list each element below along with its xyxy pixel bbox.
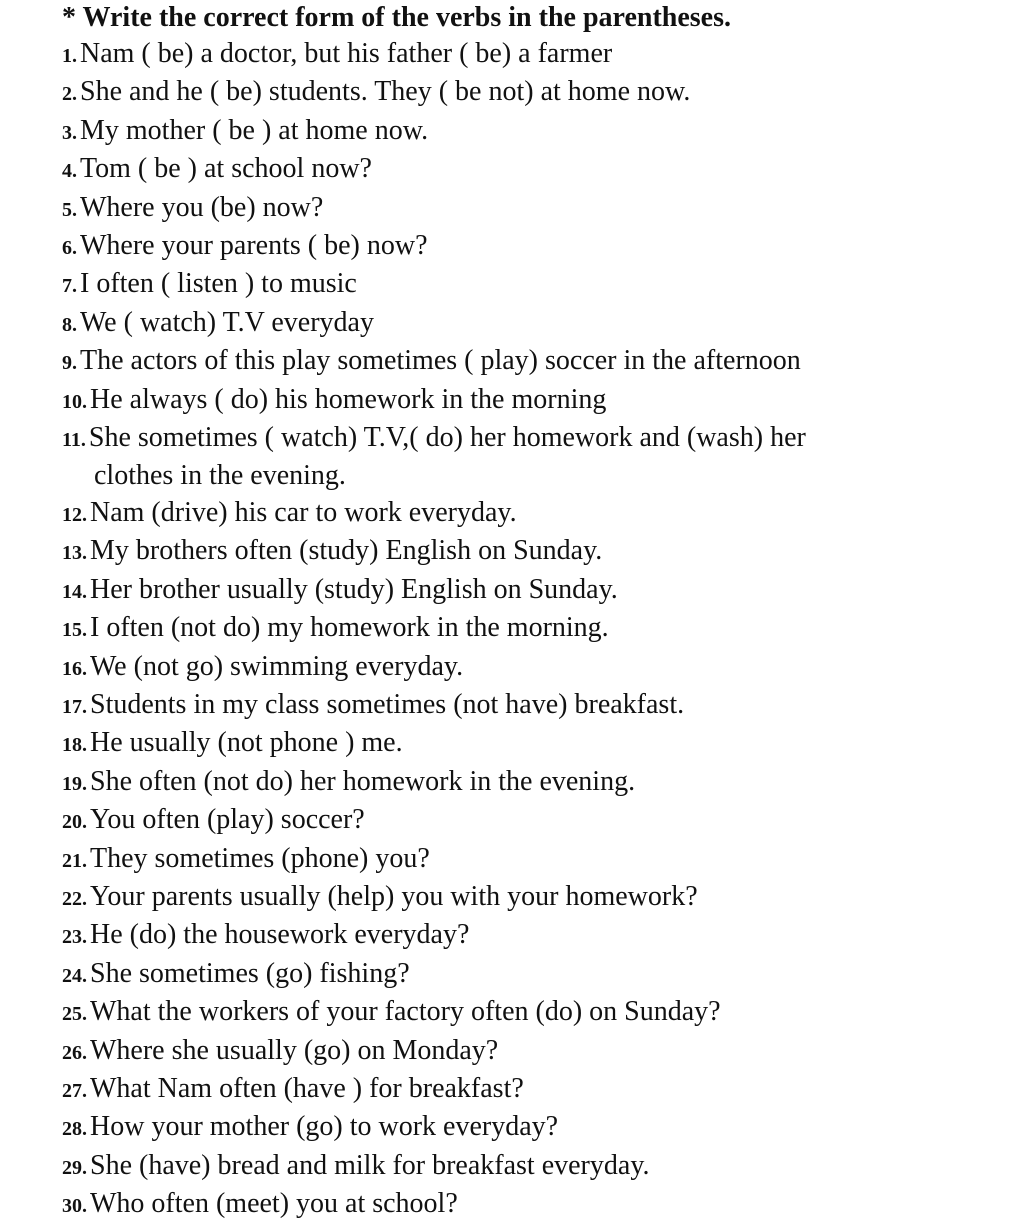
exercise-sentence: My brothers often (study) English on Sunday. — [90, 535, 603, 567]
exercise-item — [62, 1071, 1002, 1109]
exercise-list — [62, 36, 1002, 1225]
exercise-sentence: Nam ( be) a doctor, but his father ( be) a farmer — [80, 38, 613, 69]
exercise-number: 15. — [62, 619, 87, 642]
exercise-item — [62, 572, 1002, 610]
exercise-sentence: Your parents usually (help) you with your homework? — [90, 880, 698, 912]
exercise-sentence: Where she usually (go) on Monday? — [90, 1034, 499, 1066]
exercise-item — [62, 994, 1002, 1032]
exercise-sentence: She sometimes ( watch) T.V,( do) her homework and (wash) her — [88, 422, 806, 454]
exercise-number: 4. — [62, 160, 77, 183]
exercise-number: 12. — [62, 503, 87, 526]
exercise-number: 29. — [62, 1156, 87, 1179]
exercise-number: 21. — [62, 849, 87, 872]
exercise-sentence: How your mother (go) to work everyday? — [90, 1111, 559, 1143]
exercise-sentence: Her brother usually (study) English on Sunday. — [90, 573, 618, 605]
exercise-sentence: She (have) bread and milk for breakfast everyday. — [90, 1149, 650, 1181]
exercise-sentence: What Nam often (have ) for breakfast? — [90, 1072, 524, 1104]
exercise-item — [62, 764, 1002, 802]
worksheet-heading: * Write the correct form of the verbs in the parentheses. — [62, 2, 731, 33]
exercise-sentence: Tom ( be ) at school now? — [80, 153, 372, 185]
exercise-sentence: What the workers of your factory often (do) on Sunday? — [90, 996, 721, 1028]
exercise-number: 24. — [62, 964, 87, 987]
exercise-number: 2. — [62, 83, 77, 106]
exercise-number: 30. — [62, 1195, 87, 1218]
exercise-sentence: Where your parents ( be) now? — [80, 230, 428, 262]
exercise-sentence: The actors of this play sometimes ( play) soccer in the afternoon — [80, 345, 801, 377]
exercise-number: 5. — [62, 198, 77, 221]
exercise-item — [62, 495, 1002, 533]
exercise-number: 13. — [62, 542, 87, 565]
exercise-number: 9. — [62, 352, 77, 375]
exercise-item — [62, 305, 1002, 343]
exercise-sentence: They sometimes (phone) you? — [90, 842, 430, 874]
exercise-item — [62, 113, 1002, 151]
exercise-number: 17. — [62, 695, 87, 718]
exercise-sentence: We (not go) swimming everyday. — [90, 650, 464, 682]
exercise-item — [62, 1109, 1002, 1147]
exercise-item — [62, 1186, 1002, 1224]
exercise-item — [62, 649, 1002, 687]
exercise-sentence: My mother ( be ) at home now. — [80, 114, 429, 146]
exercise-item — [62, 382, 1002, 420]
exercise-item — [62, 879, 1002, 917]
exercise-sentence-continuation: clothes in the evening. — [94, 460, 346, 492]
exercise-item — [62, 917, 1002, 955]
exercise-number: 26. — [62, 1041, 87, 1064]
exercise-sentence: He (do) the housework everyday? — [90, 919, 470, 951]
exercise-sentence: I often ( listen ) to music — [80, 268, 357, 300]
exercise-item — [62, 725, 1002, 763]
exercise-number: 3. — [62, 121, 77, 144]
exercise-item — [62, 1148, 1002, 1186]
exercise-item — [62, 228, 1002, 266]
exercise-item — [62, 266, 1002, 304]
exercise-sentence: Where you (be) now? — [80, 191, 324, 223]
exercise-number: 23. — [62, 926, 87, 949]
exercise-sentence: He usually (not phone ) me. — [90, 727, 403, 759]
exercise-item — [62, 687, 1002, 725]
exercise-number: 27. — [62, 1079, 87, 1102]
exercise-sentence: She and he ( be) students. They ( be not) at home now. — [80, 76, 691, 108]
exercise-sentence: Nam (drive) his car to work everyday. — [90, 496, 517, 528]
exercise-item — [62, 151, 1002, 189]
exercise-sentence: I often (not do) my homework in the morning. — [90, 612, 609, 644]
exercise-number: 18. — [62, 734, 87, 757]
exercise-item — [62, 74, 1002, 112]
exercise-number: 19. — [62, 772, 87, 795]
exercise-number: 7. — [62, 275, 77, 298]
exercise-sentence: You often (play) soccer? — [90, 804, 365, 836]
exercise-item — [62, 1033, 1002, 1071]
exercise-number: 16. — [62, 657, 87, 680]
exercise-sentence: He always ( do) his homework in the morning — [90, 383, 607, 415]
exercise-number: 28. — [62, 1118, 87, 1141]
exercise-item — [62, 802, 1002, 840]
exercise-number: 6. — [62, 237, 77, 260]
exercise-sentence: We ( watch) T.V everyday — [80, 306, 374, 338]
exercise-sentence: She sometimes (go) fishing? — [90, 957, 410, 989]
exercise-sentence: Who often (meet) you at school? — [90, 1188, 458, 1220]
exercise-sentence: She often (not do) her homework in the evening. — [90, 765, 636, 797]
exercise-item — [62, 343, 1002, 381]
exercise-item — [62, 190, 1002, 228]
exercise-item — [62, 533, 1002, 571]
exercise-sentence: Students in my class sometimes (not have) breakfast. — [90, 688, 685, 720]
exercise-number: 20. — [62, 811, 87, 834]
exercise-item — [62, 420, 1002, 495]
exercise-item — [62, 36, 1002, 74]
exercise-number: 8. — [62, 313, 77, 336]
exercise-number: 25. — [62, 1003, 87, 1026]
exercise-number: 10. — [62, 390, 87, 413]
exercise-item — [62, 610, 1002, 648]
exercise-item — [62, 841, 1002, 879]
exercise-item — [62, 956, 1002, 994]
exercise-number: 11. — [62, 429, 86, 452]
exercise-number: 1. — [62, 45, 77, 67]
exercise-number: 22. — [62, 887, 87, 910]
exercise-number: 14. — [62, 580, 87, 603]
